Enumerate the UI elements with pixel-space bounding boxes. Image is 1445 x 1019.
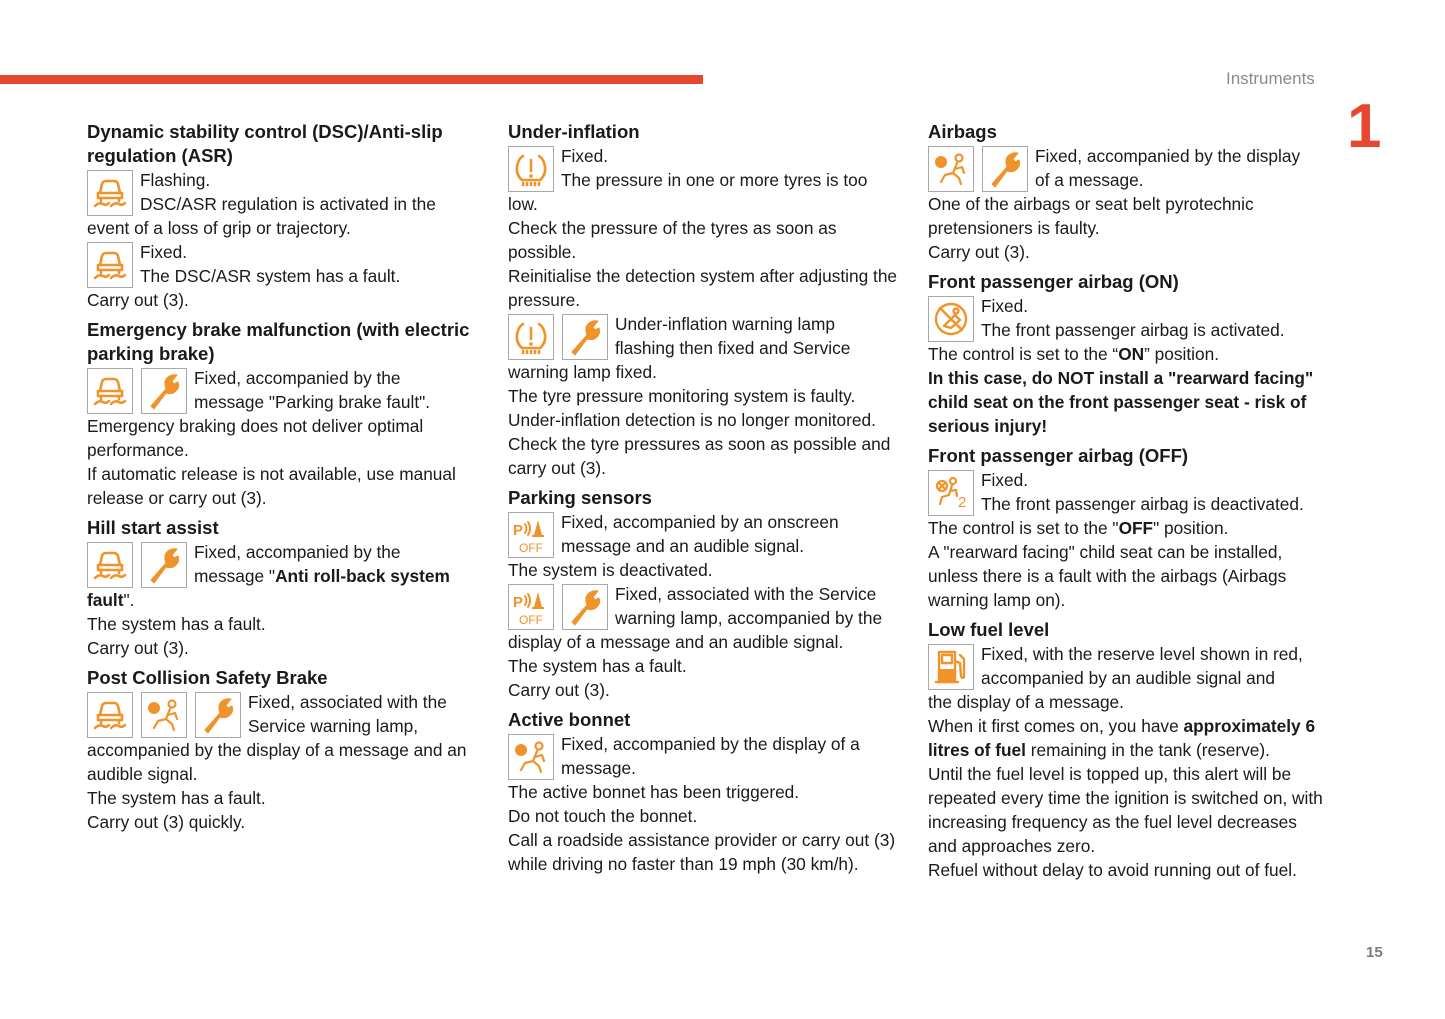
wrench-icon bbox=[141, 542, 187, 588]
paragraph: Carry out (3). bbox=[928, 242, 1030, 262]
wrench-icon bbox=[982, 146, 1028, 192]
icon-block bbox=[508, 510, 900, 558]
icon-block bbox=[87, 168, 479, 216]
paragraph: The control is set to the “ON” position. bbox=[928, 344, 1220, 364]
section-active-bonnet bbox=[508, 708, 900, 876]
section-passenger-airbag-off bbox=[928, 444, 1323, 612]
text-line: DSC/ASR regulation is activated in the bbox=[140, 194, 436, 214]
text-line: message "Anti roll-back system bbox=[194, 566, 450, 586]
paragraph: Under-inflation detection is no longer monitored. bbox=[508, 410, 876, 430]
paragraph: Call a roadside assistance provider or carry out (3) while driving no faster than 19 mph (30 km/h). bbox=[508, 830, 896, 874]
text-line: The pressure in one or more tyres is too bbox=[561, 170, 868, 190]
icon-block bbox=[508, 732, 900, 780]
text-line: Fixed, with the reserve level shown in red, bbox=[981, 644, 1303, 664]
parking-sensor-off-icon bbox=[508, 584, 554, 630]
parking-sensor-off-icon bbox=[508, 512, 554, 558]
text-line: Service warning lamp, bbox=[248, 716, 419, 736]
text-line: Fixed. bbox=[561, 146, 609, 166]
text-line: message and an audible signal. bbox=[561, 536, 805, 556]
paragraph: Do not touch the bonnet. bbox=[508, 806, 698, 826]
text-line: warning lamp, accompanied by the bbox=[615, 608, 883, 628]
icon-block bbox=[928, 642, 1323, 690]
text-line: The front passenger airbag is deactivated. bbox=[981, 494, 1304, 514]
section-heading: Front passenger airbag (OFF) bbox=[928, 445, 1189, 466]
skid-car-icon bbox=[87, 170, 133, 216]
paragraph: Emergency braking does not deliver optimal performance. bbox=[87, 416, 424, 460]
wrench-icon bbox=[141, 368, 187, 414]
page-number: 15 bbox=[1366, 944, 1383, 961]
section-passenger-airbag-on bbox=[928, 270, 1323, 438]
text-line: Fixed, accompanied by the bbox=[194, 368, 401, 388]
section-heading: Post Collision Safety Brake bbox=[87, 667, 328, 688]
section-heading: Active bonnet bbox=[508, 709, 631, 730]
icon-block bbox=[508, 312, 900, 360]
text-line: warning lamp fixed. bbox=[508, 362, 657, 382]
section-under-inflation bbox=[508, 120, 900, 480]
skid-car-icon bbox=[87, 242, 133, 288]
paragraph: Reinitialise the detection system after adjusting the pressure. bbox=[508, 266, 898, 310]
wrench-icon bbox=[195, 692, 241, 738]
tyre-pressure-icon bbox=[508, 146, 554, 192]
text-line: fault". bbox=[87, 590, 135, 610]
skid-car-icon bbox=[87, 368, 133, 414]
icon-block bbox=[87, 690, 479, 738]
text-line: accompanied by the display of a message and an audible signal. bbox=[87, 740, 467, 784]
section-post-collision bbox=[87, 666, 479, 834]
section-title: Instruments bbox=[1226, 69, 1315, 88]
text-line: Fixed, accompanied by the display bbox=[1035, 146, 1301, 166]
chapter-number: 1 bbox=[1347, 92, 1382, 161]
wrench-icon bbox=[562, 584, 608, 630]
airbag-occupant-icon bbox=[928, 146, 974, 192]
text-line: display of a message and an audible signal. bbox=[508, 632, 844, 652]
text-line: of a message. bbox=[1035, 170, 1144, 190]
section-heading: Hill start assist bbox=[87, 517, 219, 538]
text-line: accompanied by an audible signal and bbox=[981, 668, 1275, 688]
text-line: message. bbox=[561, 758, 636, 778]
icon-block bbox=[87, 366, 479, 414]
column-3 bbox=[928, 120, 1323, 888]
paragraph: Check the tyre pressures as soon as possible and carry out (3). bbox=[508, 434, 891, 478]
icon-block bbox=[508, 582, 900, 630]
paragraph: Until the fuel level is topped up, this alert will be repeated every time the ignition is switched on, with increasing frequency as the fuel level decreases and approaches zero. bbox=[928, 764, 1323, 856]
text-line: Under-inflation warning lamp bbox=[615, 314, 835, 334]
text-line: the display of a message. bbox=[928, 692, 1124, 712]
fuel-pump-icon bbox=[928, 644, 974, 690]
paragraph: The active bonnet has been triggered. bbox=[508, 782, 800, 802]
text-line: Fixed, associated with the Service bbox=[615, 584, 877, 604]
icon-block bbox=[508, 144, 900, 192]
tyre-pressure-icon bbox=[508, 314, 554, 360]
text-line: message "Parking brake fault". bbox=[194, 392, 431, 412]
text-line: Carry out (3). bbox=[87, 290, 189, 310]
wrench-icon bbox=[562, 314, 608, 360]
section-heading: Front passenger airbag (ON) bbox=[928, 271, 1179, 292]
text-line: Fixed. bbox=[981, 296, 1029, 316]
text-line: low. bbox=[508, 194, 538, 214]
text-line: Fixed, accompanied by the display of a bbox=[561, 734, 860, 754]
paragraph: Refuel without delay to avoid running out of fuel. bbox=[928, 860, 1297, 880]
pedestrian-icon bbox=[141, 692, 187, 738]
paragraph: When it first comes on, you have approximately 6 litres of fuel remaining in the tank (reserve). bbox=[928, 716, 1316, 760]
section-dsc bbox=[87, 120, 479, 312]
paragraph: Check the pressure of the tyres as soon as possible. bbox=[508, 218, 837, 262]
icon-block bbox=[928, 468, 1323, 516]
text-line: Flashing. bbox=[140, 170, 211, 190]
text-line: Fixed. bbox=[981, 470, 1029, 490]
section-heading: Airbags bbox=[928, 121, 997, 142]
text-line: event of a loss of grip or trajectory. bbox=[87, 218, 351, 238]
icon-block bbox=[928, 144, 1323, 192]
section-airbags bbox=[928, 120, 1323, 264]
paragraph: The tyre pressure monitoring system is faulty. bbox=[508, 386, 856, 406]
section-parking-sensors bbox=[508, 486, 900, 702]
section-heading: Low fuel level bbox=[928, 619, 1050, 640]
paragraph: Carry out (3) quickly. bbox=[87, 812, 246, 832]
paragraph: If automatic release is not available, use manual release or carry out (3). bbox=[87, 464, 456, 508]
paragraph: The system has a fault. bbox=[508, 656, 687, 676]
icon-block bbox=[928, 294, 1323, 342]
text-line: Fixed, accompanied by an onscreen bbox=[561, 512, 839, 532]
warning-text: In this case, do NOT install a "rearward facing" child seat on the front passenger seat - risk of serious injury! bbox=[928, 368, 1314, 436]
paragraph: A "rearward facing" child seat can be installed, unless there is a fault with the airbags (Airbags warning lamp on). bbox=[928, 542, 1287, 610]
column-1 bbox=[87, 120, 479, 840]
text-line: flashing then fixed and Service bbox=[615, 338, 851, 358]
section-low-fuel bbox=[928, 618, 1323, 882]
skid-car-icon bbox=[87, 692, 133, 738]
text-line: The front passenger airbag is activated. bbox=[981, 320, 1285, 340]
paragraph: One of the airbags or seat belt pyrotechnic pretensioners is faulty. bbox=[928, 194, 1254, 238]
text-line: Fixed, accompanied by the bbox=[194, 542, 401, 562]
section-heading: Dynamic stability control (DSC)/Anti-slip regulation (ASR) bbox=[87, 121, 443, 166]
airbag-off-icon bbox=[928, 470, 974, 516]
section-heading: Emergency brake malfunction (with electric parking brake) bbox=[87, 319, 470, 364]
paragraph: The system is deactivated. bbox=[508, 560, 713, 580]
column-2 bbox=[508, 120, 900, 882]
paragraph: The control is set to the "OFF" position. bbox=[928, 518, 1229, 538]
svg-text:OFF: OFF bbox=[519, 541, 543, 555]
child-seat-prohibited-icon bbox=[928, 296, 974, 342]
text-line: Fixed. bbox=[140, 242, 188, 262]
header-accent-bar bbox=[0, 75, 703, 84]
section-heading: Parking sensors bbox=[508, 487, 652, 508]
paragraph: Carry out (3). bbox=[87, 638, 189, 658]
icon-block bbox=[87, 240, 479, 288]
pedestrian-icon bbox=[508, 734, 554, 780]
section-heading: Under-inflation bbox=[508, 121, 640, 142]
icon-block bbox=[87, 540, 479, 588]
svg-text:OFF: OFF bbox=[519, 613, 543, 627]
paragraph: The system has a fault. bbox=[87, 614, 266, 634]
paragraph: Carry out (3). bbox=[508, 680, 610, 700]
text-line: The DSC/ASR system has a fault. bbox=[140, 266, 401, 286]
section-emergency-brake bbox=[87, 318, 479, 510]
skid-car-icon bbox=[87, 542, 133, 588]
section-hill-start bbox=[87, 516, 479, 660]
paragraph: The system has a fault. bbox=[87, 788, 266, 808]
text-line: Fixed, associated with the bbox=[248, 692, 447, 712]
